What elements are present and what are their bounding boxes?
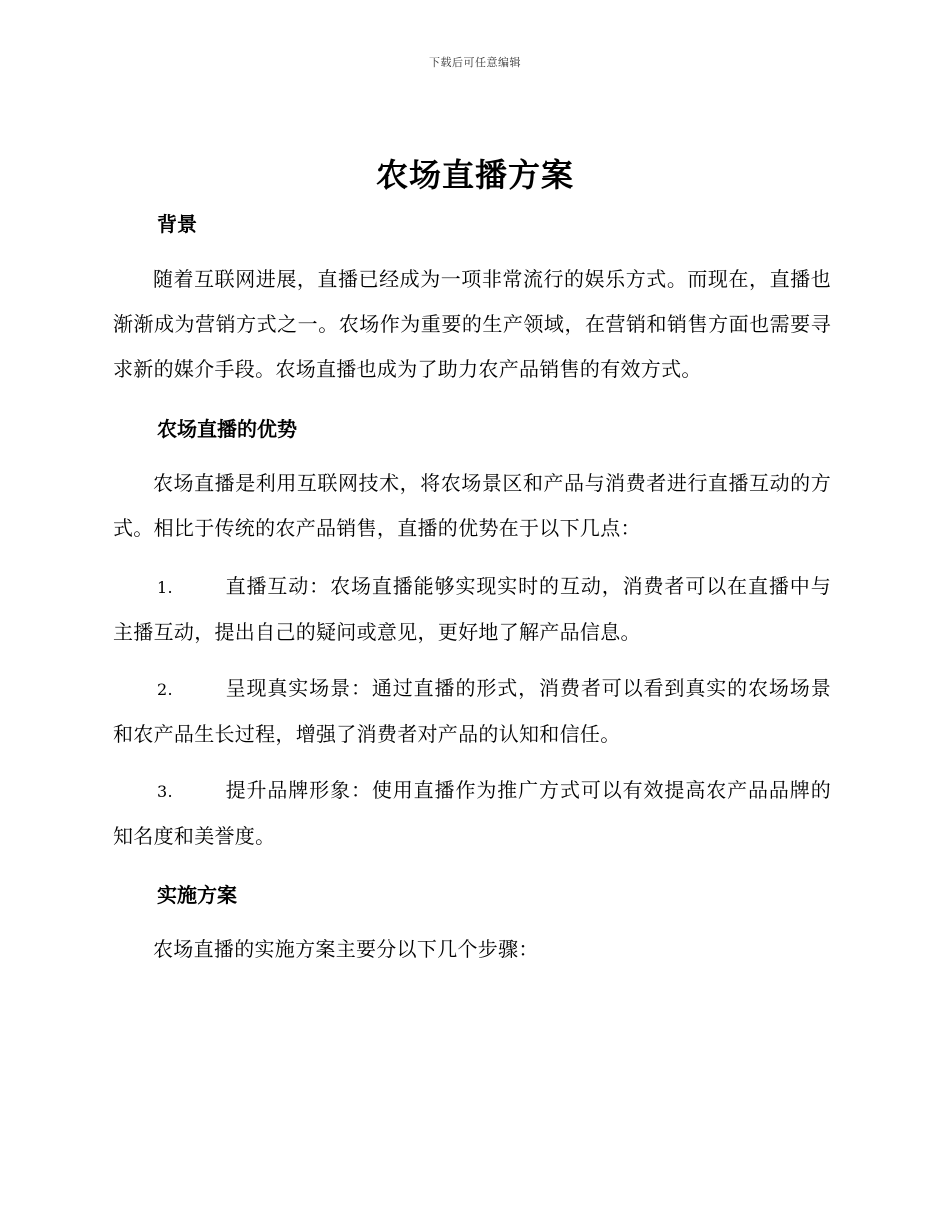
document-title: 农场直播方案 [375, 156, 574, 194]
list-number: 3. [157, 782, 173, 801]
section-heading-advantages: 农场直播的优势 [157, 417, 297, 441]
list-item-text: 提升品牌形象：使用直播作为推广方式可以有效提高农产品品牌的知名度和美誉度。 [113, 778, 831, 848]
list-item-3 [113, 768, 831, 859]
list-item-text: 呈现真实场景：通过直播的形式，消费者可以看到真实的农场场景和农产品生长过程，增强了消费者对产品的认知和信任。 [113, 676, 831, 746]
list-number: 2. [157, 680, 173, 699]
section-heading-background: 背景 [157, 212, 197, 236]
list-item-2 [113, 666, 831, 757]
list-item-text: 直播互动：农场直播能够实现实时的互动，消费者可以在直播中与主播互动，提出自己的疑问或意见，更好地了解产品信息。 [113, 574, 831, 644]
header-note: 下载后可任意编辑 [429, 56, 521, 69]
list-number: 1. [157, 578, 173, 597]
section-heading-implementation: 实施方案 [157, 883, 237, 907]
paragraph-background: 随着互联网进展，直播已经成为一项非常流行的娱乐方式。而现在，直播也渐渐成为营销方式之一。农场作为重要的生产领域，在营销和销售方面也需要寻求新的媒介手段。农场直播也成为了助力农产品销售的有效方式。 [113, 267, 831, 381]
paragraph-advantages-intro: 农场直播是利用互联网技术，将农场景区和产品与消费者进行直播互动的方式。相比于传统的农产品销售，直播的优势在于以下几点： [113, 471, 831, 540]
paragraph-implementation-intro: 农场直播的实施方案主要分以下几个步骤： [153, 937, 539, 961]
list-item-1 [113, 564, 831, 655]
